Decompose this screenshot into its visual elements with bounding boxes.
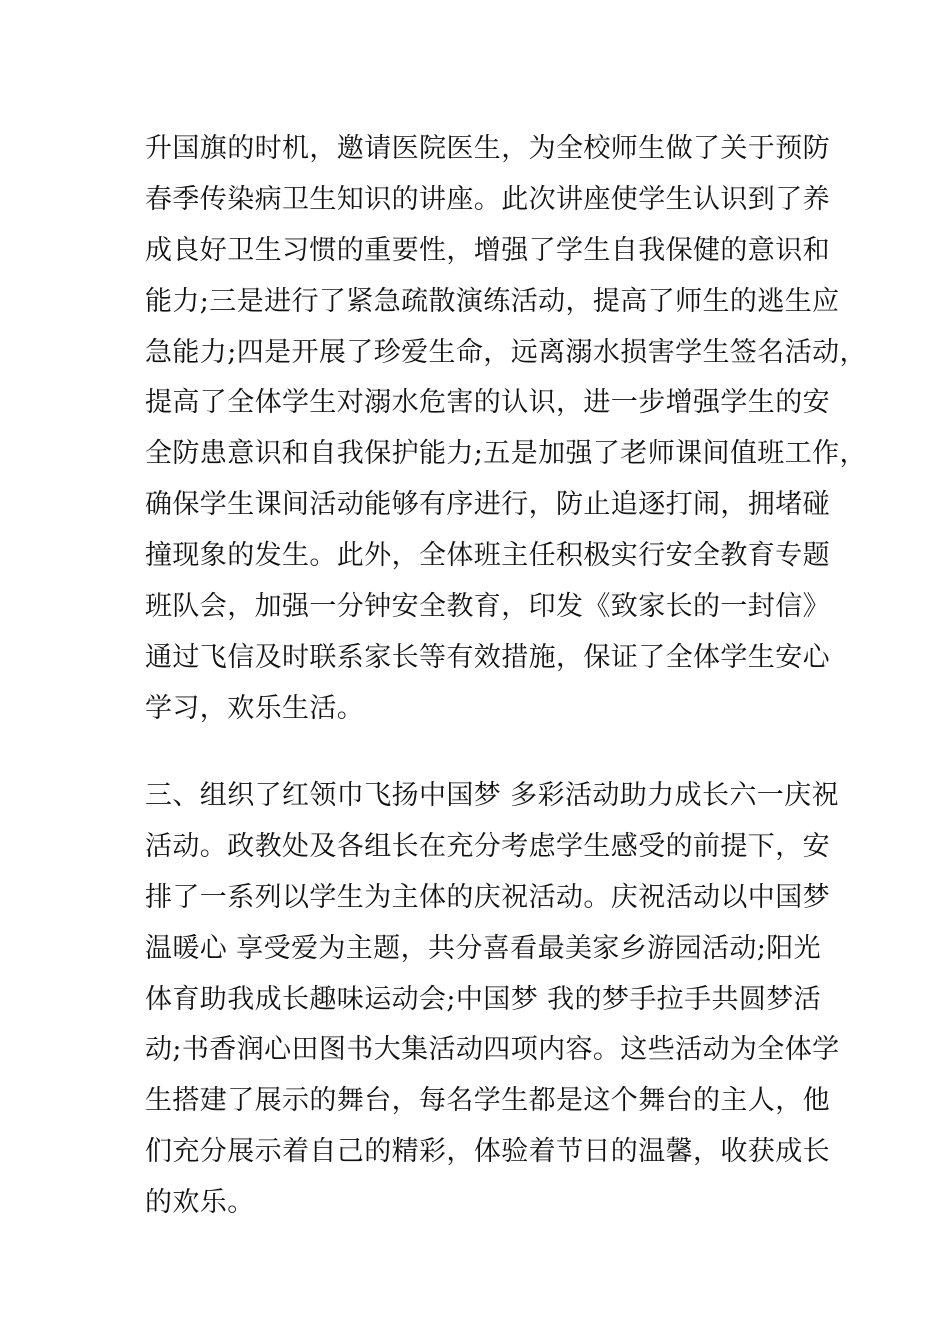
text-line: 提高了全体学生对溺水危害的认识，进一步增强学生的安 — [145, 387, 830, 419]
text-line: 们充分展示着自己的精彩，体验着节日的温馨，收获成长 — [145, 1136, 830, 1168]
text-line: 班队会，加强一分钟安全教育，印发《致家长的一封信》 — [145, 591, 830, 623]
text-line: 升国旗的时机，邀请医院医生，为全校师生做了关于预防 — [145, 133, 830, 164]
text-line: 撞现象的发生。此外，全体班主任积极实行安全教育专题 — [145, 540, 830, 572]
text-line: 通过飞信及时联系家长等有效措施，保证了全体学生安心 — [145, 641, 830, 673]
text-line: 动;书香润心田图书大集活动四项内容。这些活动为全体学 — [145, 1034, 840, 1066]
text-line: 成良好卫生习惯的重要性，增强了学生自我保健的意识和 — [145, 234, 830, 266]
text-line: 排了一系列以学生为主体的庆祝活动。庆祝活动以中国梦 — [145, 881, 830, 913]
text-line: 学习，欢乐生活。 — [145, 692, 365, 724]
text-line: 春季传染病卫生知识的讲座。此次讲座使学生认识到了养 — [145, 183, 830, 215]
text-line: 全防患意识和自我保护能力;五是加强了老师课间值班工作， — [145, 438, 867, 470]
text-line: 体育助我成长趣味运动会;中国梦 我的梦手拉手共圆梦活 — [145, 983, 822, 1015]
text-line: 的欢乐。 — [145, 1187, 255, 1219]
text-line: 能力;三是进行了紧急疏散演练活动，提高了师生的逃生应 — [145, 285, 840, 317]
text-line: 生搭建了展示的舞台，每名学生都是这个舞台的主人，他 — [145, 1085, 830, 1117]
text-line: 急能力;四是开展了珍爱生命，远离溺水损害学生签名活动， — [145, 336, 867, 368]
text-line: 活动。政教处及各组长在充分考虑学生感受的前提下，安 — [145, 830, 830, 862]
text-line: 确保学生课间活动能够有序进行，防止追逐打闹，拥堵碰 — [145, 489, 830, 521]
paragraph-children-day-activities — [145, 771, 840, 1229]
text-line: 三、组织了红领巾飞扬中国梦 多彩活动助力成长六一庆祝 — [145, 780, 839, 811]
text-line: 温暖心 享受爱为主题，共分喜看最美家乡游园活动;阳光 — [145, 932, 822, 964]
paragraph-safety-education — [145, 124, 867, 735]
